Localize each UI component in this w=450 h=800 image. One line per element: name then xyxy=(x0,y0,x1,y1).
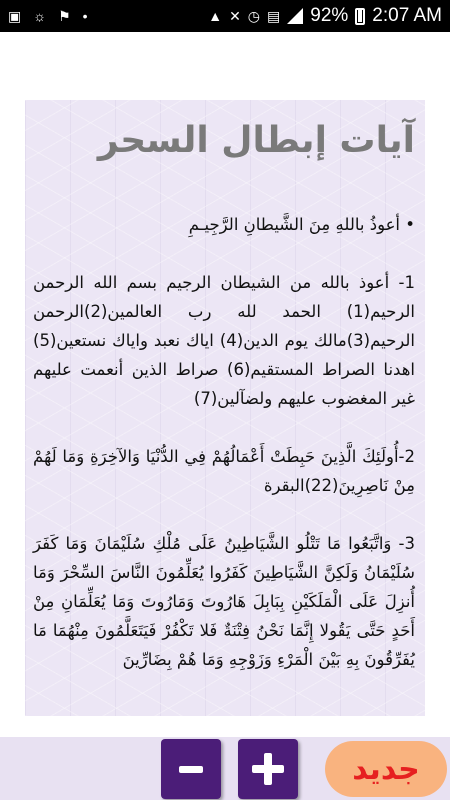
page-title: آيات إبطال السحر xyxy=(97,120,415,161)
clock: 2:07 AM xyxy=(372,5,442,26)
content-card[interactable] xyxy=(25,100,425,716)
new-button[interactable] xyxy=(325,741,447,797)
image-icon: ▣ xyxy=(8,8,22,24)
android-icon: ▲ xyxy=(208,8,223,24)
mute-icon: ✕ xyxy=(229,8,241,24)
more-icon: • xyxy=(82,8,88,24)
new-button-label: جديد xyxy=(352,751,420,787)
decrease-font-button[interactable] xyxy=(161,739,221,799)
weather-icon: ☼ xyxy=(33,8,47,24)
battery-icon xyxy=(355,8,365,25)
verses-text xyxy=(33,210,415,703)
alarm-icon: ◷ xyxy=(247,8,261,24)
verse-paragraph: • أعوذُ باللهِ مِنَ الشَّيطانِ الرَّجِيـمِ xyxy=(188,215,415,234)
status-bar xyxy=(0,0,450,32)
status-left-icons xyxy=(8,9,88,23)
flag-icon: ⚑ xyxy=(58,8,71,24)
battery-percent: 92% xyxy=(310,5,349,26)
text-icon: ▤ xyxy=(267,8,281,24)
verse-paragraph: 1- أعوذ بالله من الشيطان الرجيم بسم الله الرحمن الرحيم(1) الحمد لله رب العالمين(2)الرحمن الرحيم(3)مالك يوم الدين(4) اياك نعبد واياك نستعين(5) اهدنا الصراط المستقيم(6) صراط الذين أنعمت عليهم غير المغضوب عليهم ولضآلين(7) xyxy=(33,273,415,408)
verse-paragraph: 3- وَاتَّبَعُوا مَا تَتْلُو الشَّيَاطِينُ عَلَى مُلْكِ سُلَيْمَانَ وَمَا كَفَرَ سُلَيْمَانُ وَلَكِنَّ الشَّيَاطِينَ كَفَرُوا يُعَلِّمُونَ النَّاسَ السِّحْرَ وَمَا أُنزِلَ عَلَى الْمَلَكَيْنِ بِبَابِلَ هَارُوتَ وَمَارُوتَ وَمَا يُعَلِّمَانِ مِنْ أَحَدٍ حَتَّى يَقُولا إِنَّمَا نَحْنُ فِتْنَةٌ فَلا تَكْفُرْ فَيَتَعَلَّمُونَ مِنْهُمَا مَا يُفَرِّقُونَ بِهِ بَيْنَ الْمَرْءِ وَزَوْجِهِ وَمَا هُمْ بِضَارِّينَ xyxy=(33,534,415,669)
verse-paragraph: 2-أُولَئِكَ الَّذِينَ حَبِطَتْ أَعْمَالُهُمْ فِي الدُّنْيَا وَالآخِرَةِ وَمَا لَهُمْ مِنْ نَاصِرِينَ(22)البقرة xyxy=(33,447,415,495)
signal-icon xyxy=(287,8,303,24)
status-right-icons xyxy=(208,5,442,27)
increase-font-button[interactable] xyxy=(238,739,298,799)
minus-icon xyxy=(179,766,203,773)
